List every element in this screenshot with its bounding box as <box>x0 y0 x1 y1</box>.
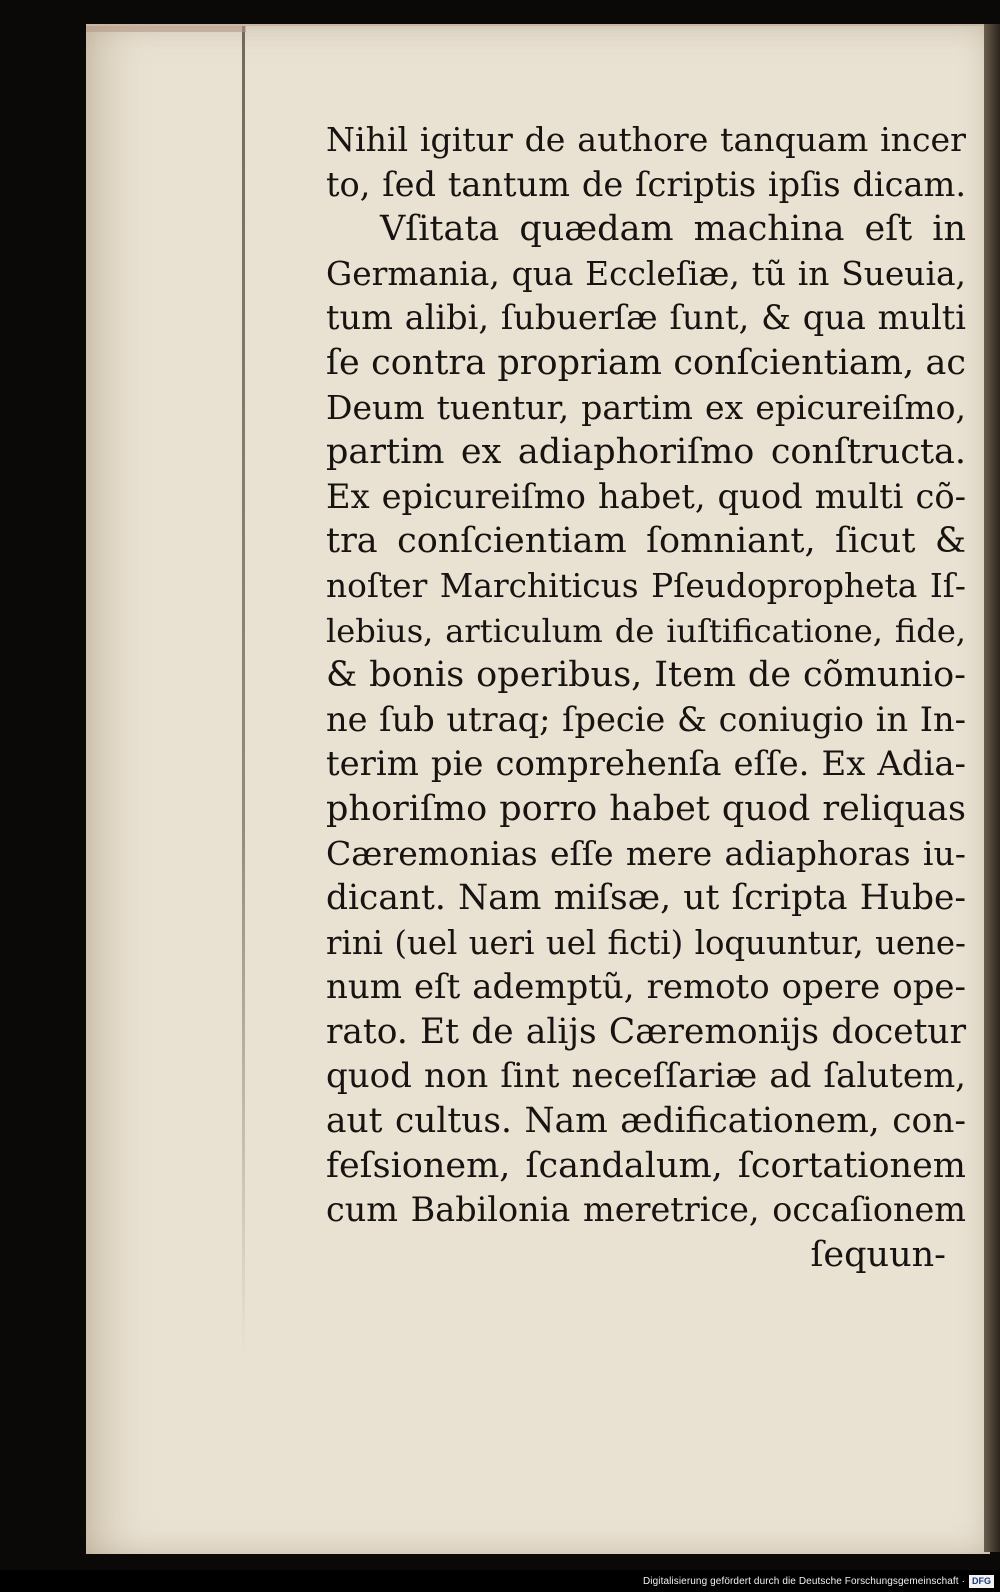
text-line: rato. Et de alijs Cæremonijs docetur <box>326 1011 966 1052</box>
text-line: noſter Marchiticus Pſeudopropheta Iſ- <box>326 566 966 605</box>
text-line: feſsionem, ſcandalum, ſcortationem <box>326 1145 966 1186</box>
text-line: num eſt ademptũ, remoto opere ope- <box>326 967 966 1008</box>
text-line: tum alibi, ſubuerſæ ſunt, & qua multi <box>326 298 966 338</box>
text-line: to, ſed tantum de ſcriptis ipſis dicam. <box>326 164 966 204</box>
text-line: Germania, qua Eccleſiæ, tũ in Sueuia, <box>326 254 966 293</box>
text-line: quod non ſint neceſſariæ ad ſalutem, <box>326 1056 966 1097</box>
dfg-logo: DFG <box>969 1575 994 1588</box>
text-line: ne ſub utraq; ſpecie & coniugio in In- <box>326 699 966 739</box>
text-line: Cæremonias eſſe mere adiaphoras iu- <box>326 833 966 873</box>
footer-credit: Digitalisierung gefördert durch die Deutsche Forschungsgemeinschaft · <box>642 1575 965 1587</box>
page-edge <box>984 24 1000 1552</box>
text-line: lebius, articulum de iuſtificatione, fide, <box>326 611 966 650</box>
text-line: dicant. Nam miſsæ, ut ſcripta Hube- <box>326 878 966 919</box>
text-line: Nihil igitur de authore tanquam incer <box>326 120 966 159</box>
text-line: phoriſmo porro habet quod reliquas <box>326 788 966 829</box>
text-line: rini (uel ueri uel ficti) loquuntur, uene- <box>326 923 966 962</box>
text-line: Vſitata quædam machina eſt in <box>380 209 966 250</box>
text-line: terim pie comprehenſa eſſe. Ex Adia- <box>326 744 966 784</box>
text-line: Ex epicureiſmo habet, quod multi cõ- <box>326 476 966 516</box>
text-line: partim ex adiaphoriſmo conſtructa. <box>326 432 966 473</box>
text-line: & bonis operibus, Item de cõmunio- <box>326 655 966 696</box>
catchword: ſequun- <box>810 1234 946 1275</box>
text-line: aut cultus. Nam ædificationem, con- <box>326 1101 966 1142</box>
text-line: tra conſcientiam ſomniant, ſicut & <box>326 521 966 562</box>
text-line: cum Babilonia meretrice, occaſionem <box>326 1190 966 1230</box>
text-line: ſe contra propriam conſcientiam, ac <box>326 342 966 383</box>
digitization-footer <box>0 1570 1000 1592</box>
body-text <box>326 118 966 1277</box>
text-line: Deum tuentur, partim ex epicureiſmo, <box>326 387 966 427</box>
